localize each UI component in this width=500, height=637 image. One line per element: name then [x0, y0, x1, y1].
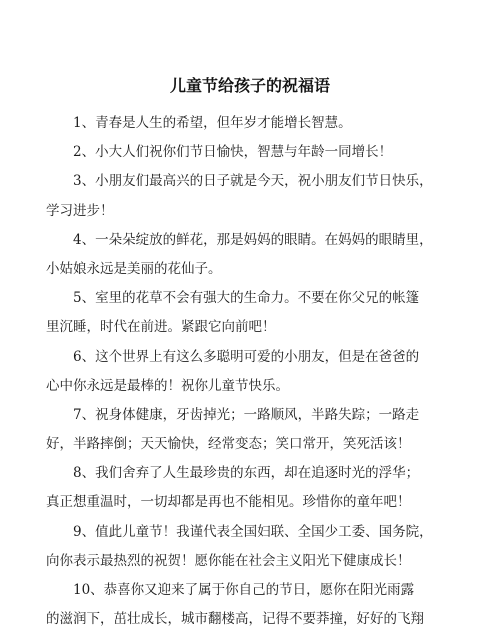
- paragraph-line: 向你表示最热烈的祝贺！愿你能在社会主义阳光下健康成长！: [46, 552, 411, 569]
- paragraph-line: 5、室里的花草不会有强大的生命力。不要在你父兄的帐篷: [73, 290, 420, 307]
- paragraph-line: 7、祝身体健康，牙齿掉光；一路顺风，半路失踪；一路走: [73, 406, 420, 423]
- paragraph-line: 的滋润下，茁壮成长，城市翻楼高，记得不要莽撞，好好的飞翔: [46, 611, 424, 628]
- paragraph-line: 2、小大人们祝你们节日愉快，智慧与年龄一同增长！: [73, 144, 393, 161]
- document-body: [46, 112, 460, 637]
- paragraph-line: 小姑娘永远是美丽的花仙子。: [46, 260, 222, 277]
- paragraph-line: 真正想重温时，一切却都是再也不能相见。珍惜你的童年吧！: [46, 494, 411, 511]
- paragraph-line: 1、青春是人生的希望，但年岁才能增长智慧。: [73, 115, 352, 131]
- paragraph-line: 心中你永远是最棒的！祝你儿童节快乐。: [46, 377, 289, 394]
- paragraph-line: 好，半路摔倒；天天愉快，经常变态；笑口常开，笑死活该！: [46, 436, 411, 453]
- paragraph-line: 4、一朵朵绽放的鲜花，那是妈妈的眼睛。在妈妈的眼睛里，: [73, 231, 433, 248]
- paragraph-line: 10、恭喜你又迎来了属于你自己的节日，愿你在阳光雨露: [73, 582, 415, 598]
- paragraph-line: 9、值此儿童节！我谨代表全国妇联、全国少工委、国务院，: [73, 523, 433, 540]
- paragraph-line: 学习进步！: [46, 202, 114, 219]
- paragraph-line: 里沉睡，时代在前进。紧跟它向前吧！: [46, 319, 276, 336]
- paragraph-line: 8、我们舍弃了人生最珍贵的东西，却在追逐时光的浮华；: [73, 465, 420, 482]
- paragraph-line: 6、这个世界上有这么多聪明可爱的小朋友，但是在爸爸的: [73, 348, 420, 365]
- document-title: 儿童节给孩子的祝福语: [169, 76, 330, 95]
- paragraph-line: 3、小朋友们最高兴的日子就是今天，祝小朋友们节日快乐，: [73, 173, 433, 190]
